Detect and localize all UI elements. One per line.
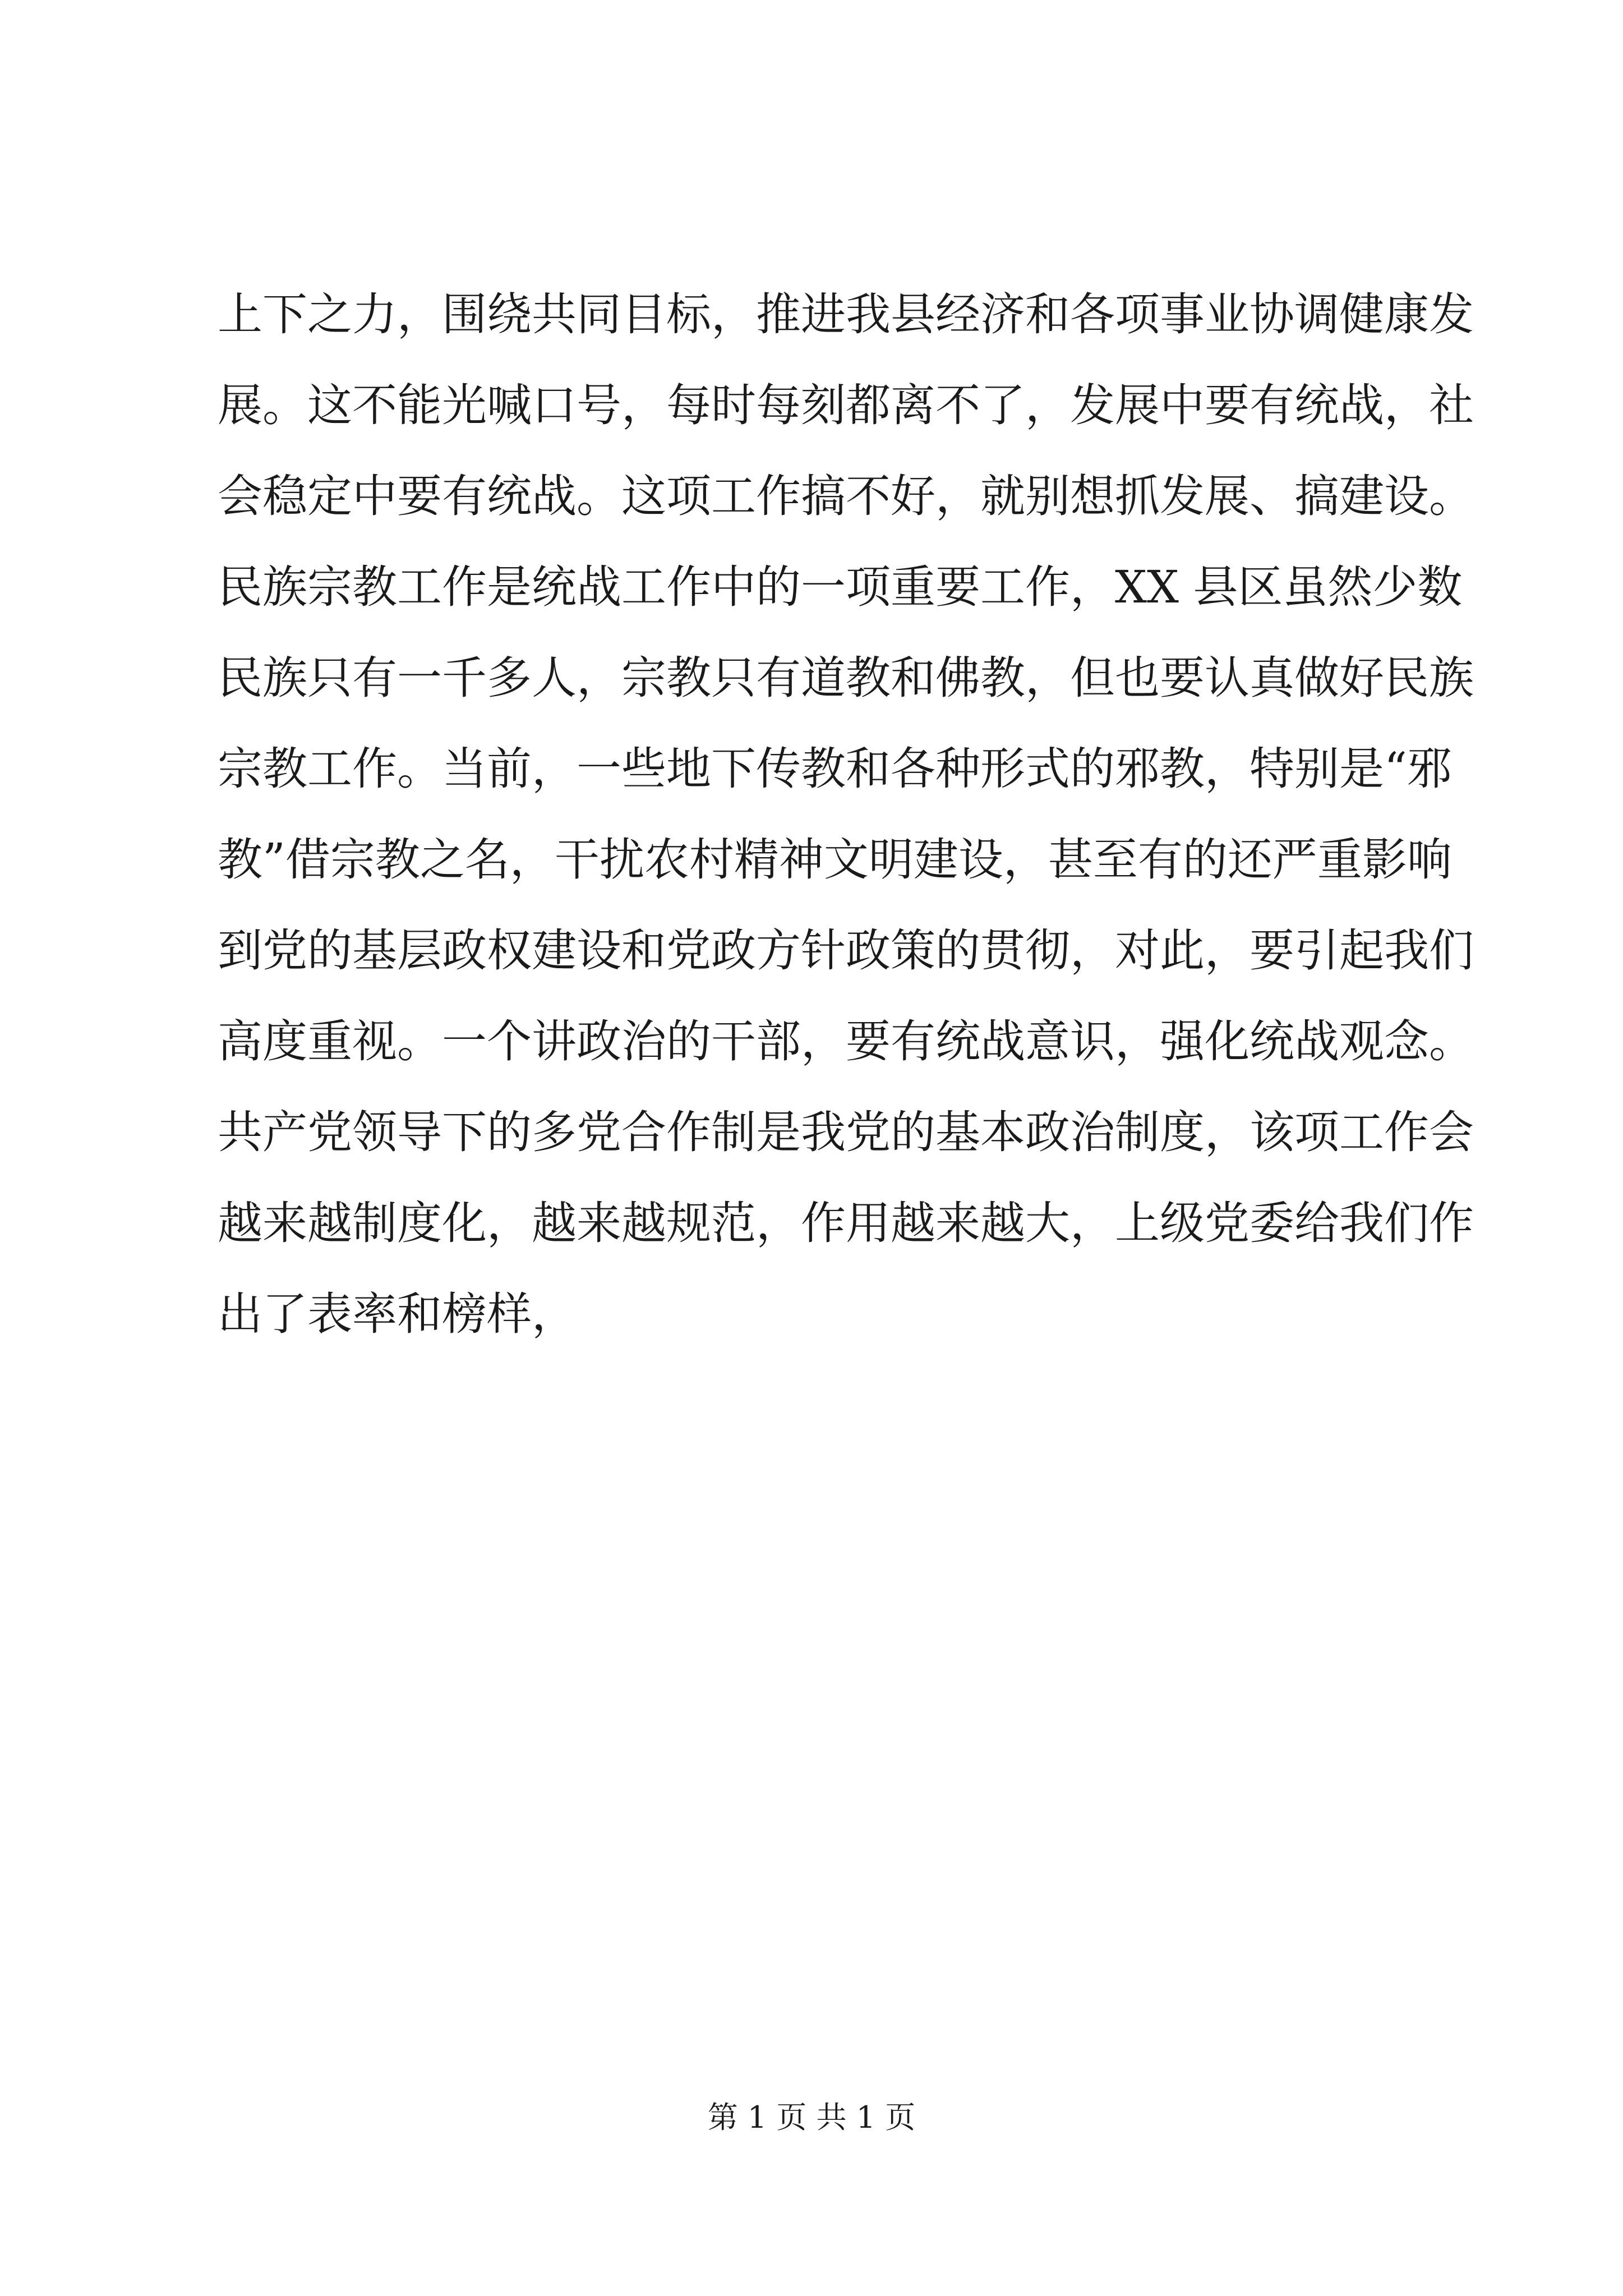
body-paragraph — [218, 269, 1474, 1360]
text-line: 会稳定中要有统战。这项工作搞不好，就别想抓发展、搞建设。 — [218, 470, 1474, 522]
page-number-footer: 第 1 页 共 1 页 — [707, 2100, 916, 2135]
text-line: 民族只有一千多人，宗教只有道教和佛教，但也要认真做好民族 — [218, 652, 1474, 704]
text-line: 宗教工作。当前，一些地下传教和各种形式的邪教，特别是“邪 — [218, 743, 1452, 795]
text-line: 民族宗教工作是统战工作中的一项重要工作，XX 县区虽然少数 — [218, 561, 1463, 613]
text-line: 共产党领导下的多党合作制是我党的基本政治制度，该项工作会 — [218, 1106, 1474, 1158]
text-line: 教”借宗教之名，干扰农村精神文明建设，甚至有的还严重影响 — [218, 834, 1452, 886]
text-line: 高度重视。一个讲政治的干部，要有统战意识，强化统战观念。 — [218, 1015, 1474, 1068]
text-line: 上下之力，围绕共同目标，推进我县经济和各项事业协调健康发 — [218, 288, 1474, 341]
text-line: 出了表率和榜样， — [218, 1288, 577, 1340]
text-line: 展。这不能光喊口号，每时每刻都离不了，发展中要有统战，社 — [218, 379, 1474, 431]
text-line: 越来越制度化，越来越规范，作用越来越大，上级党委给我们作 — [218, 1197, 1474, 1249]
text-line: 到党的基层政权建设和党政方针政策的贯彻，对此，要引起我们 — [218, 924, 1474, 977]
